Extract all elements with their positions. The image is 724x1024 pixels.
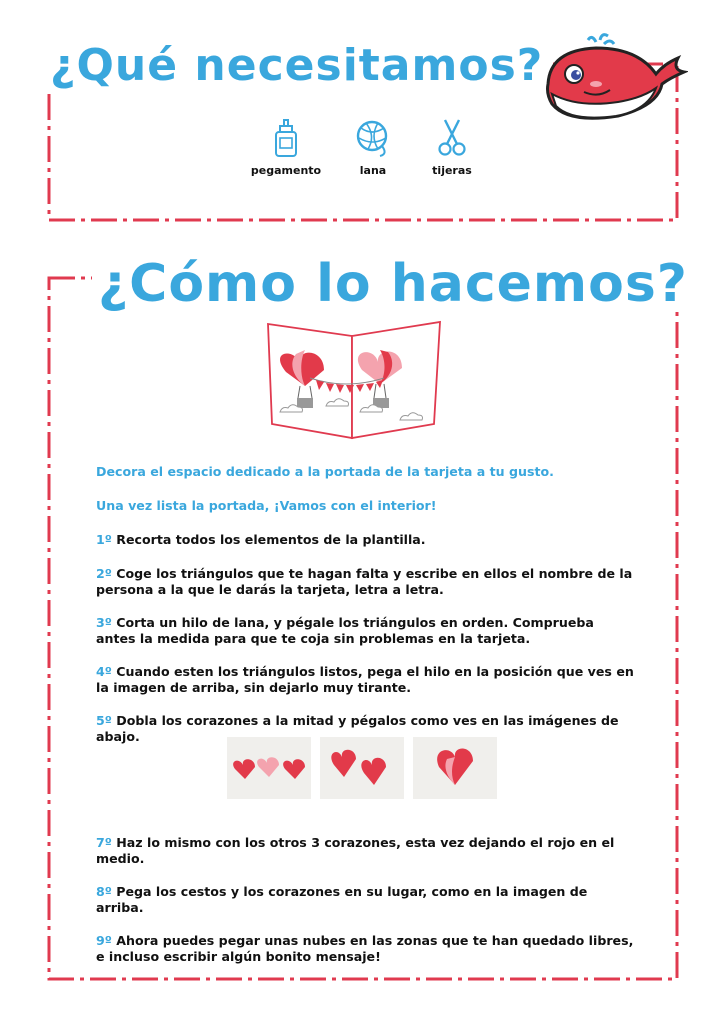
step-3: 3º Corta un hilo de lana, y pégale los triángulos en orden. Comprueba antes la medida para que te coja sin problemas en la tarjeta. xyxy=(96,615,594,646)
step-8: 8º Pega los cestos y los corazones en su lugar, como en la imagen de arriba. xyxy=(96,884,588,915)
heart-photo xyxy=(227,737,311,799)
step-9: 9º Ahora puedes pegar unas nubes en las zonas que te han quedado libres, e incluso escribir algún bonito mensaje! xyxy=(96,933,634,964)
step-1: 1º Recorta todos los elementos de la plantilla. xyxy=(96,532,426,547)
heart-photo xyxy=(413,737,497,799)
heart-photo xyxy=(320,737,404,799)
step-4: 4º Cuando esten los triángulos listos, pega el hilo en la posición que ves en la imagen de arriba, sin dejarlo muy tirante. xyxy=(96,664,634,695)
material-label: pegamento xyxy=(250,164,322,177)
section-title-instructions: ¿Cómo lo hacemos? xyxy=(92,258,694,310)
intro-line: Una vez lista la portada, ¡Vamos con el interior! xyxy=(96,498,437,513)
material-label: tijeras xyxy=(432,164,472,177)
instructions-text xyxy=(96,464,636,965)
step-2: 2º Coge los triángulos que te hagan falta y escribe en ellos el nombre de la persona a la que le darás la tarjeta, letra a letra. xyxy=(96,566,633,597)
step-7: 7º Haz lo mismo con los otros 3 corazones, esta vez dejando el rojo en el medio. xyxy=(96,835,615,866)
material-label: lana xyxy=(359,164,387,177)
intro-line: Decora el espacio dedicado a la portada de la tarjeta a tu gusto. xyxy=(96,464,554,479)
section-title-materials: ¿Qué necesitamos? xyxy=(44,44,549,88)
popup-card-illustration xyxy=(266,320,444,440)
step-5: 5º Dobla los corazones a la mitad y pégalos como ves en las imágenes de abajo. xyxy=(96,713,619,744)
